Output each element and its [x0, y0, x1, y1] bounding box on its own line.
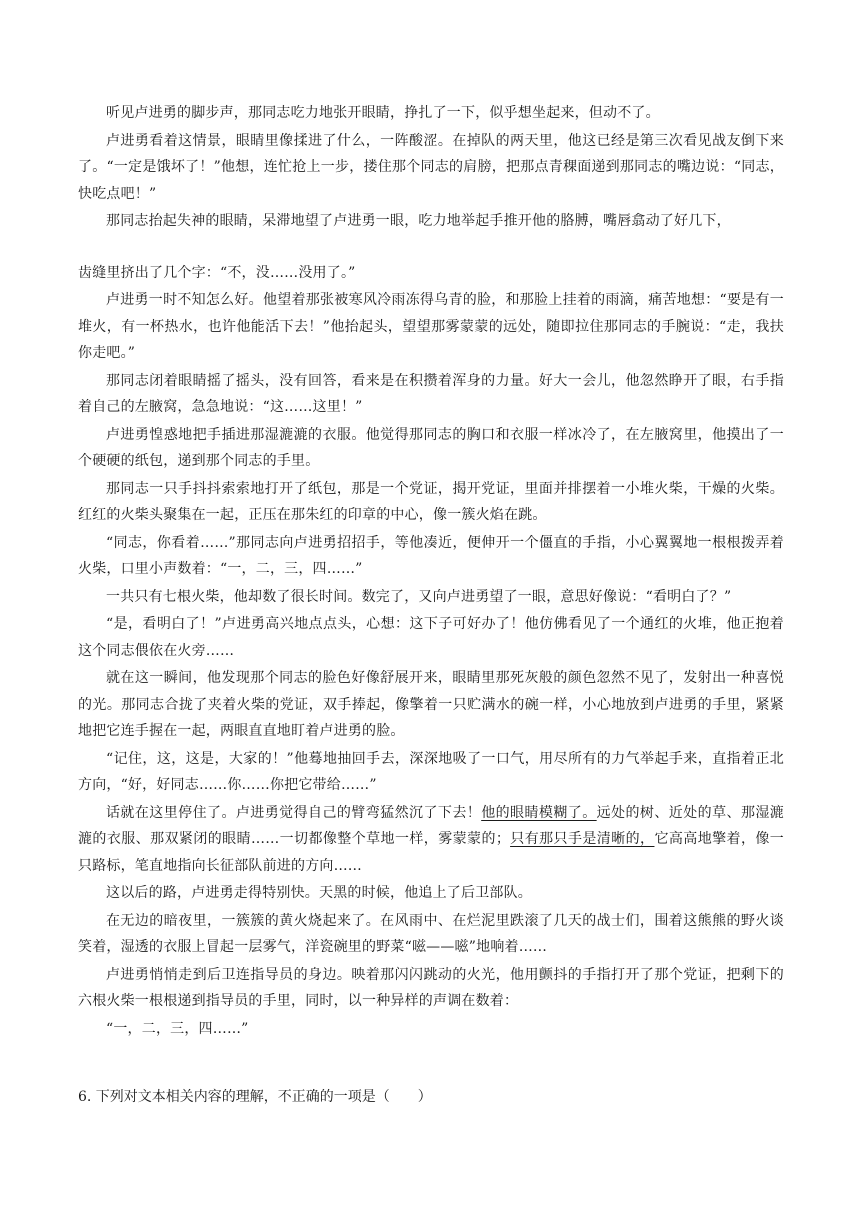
paragraph: 在无边的暗夜里，一簇簇的黄火烧起来了。在风雨中、在烂泥里跌滚了几天的战士们，围着这熊熊的野火谈笑着，湿透的衣服上冒起一层雾气，洋瓷碗里的野菜“嗞——嗞”地响着……: [78, 912, 784, 955]
paragraph: 听见卢进勇的脚步声，那同志吃力地张开眼睛，挣扎了一下，似乎想坐起来，但动不了。: [106, 105, 660, 121]
paragraph-continuation: 齿缝里挤出了几个字：“不，没……没用了。”: [78, 264, 356, 281]
paragraph: 就在这一瞬间，他发现那个同志的脸色好像舒展开来，眼睛里那死灰般的颜色忽然不见了，发射出一种喜悦的光。那同志合拢了夹着火柴的党证，双手捧起，像擎着一只贮满水的碗一样，小心地放到卢进勇的手里，紧紧地把它连手握在一起，两眼直直地盯着卢进勇的脸。: [78, 670, 784, 739]
paragraph: 卢进勇看着这情景，眼睛里像揉进了什么，一阵酸涩。在掉队的两天里，他这已经是第三次看见战友倒下来了。“一定是饿坏了！”他想，连忙抢上一步，搂住那个同志的肩膀，把那点青稞面递到那同志的嘴边说：“同志，快吃点吧！”: [78, 132, 784, 202]
text-segment: 远处的树、近处的草、那湿漉漉的衣服、那双紧闭的眼睛……一切都像整个草地一样，雾蒙蒙的；: [78, 804, 784, 847]
underlined-sentence: 他的眼睛模糊了。: [481, 804, 597, 821]
text-segment: 它高高地擎着，像一只路标，笔直地指向长征部队前进的方向……: [78, 831, 785, 874]
paragraph: 那同志闭着眼睛摇了摇头，没有回答，看来是在积攒着浑身的力量。好大一会儿，他忽然睁开了眼，右手指着自己的左腋窝，急急地说：“这……这里！”: [78, 372, 784, 415]
question-stem: 6. 下列对文本相关内容的理解，不正确的一项是（ ）: [78, 1089, 432, 1105]
paragraph: 这以后的路，卢进勇走得特别快。天黑的时候，他追上了后卫部队。: [106, 885, 532, 901]
paragraph: 那同志抬起失神的眼睛，呆滞地望了卢进勇一眼，吃力地举起手推开他的胳膊，嘴唇翕动了好几下，: [106, 213, 731, 229]
paragraph: “一，二，三，四……”: [106, 1020, 249, 1037]
paragraph: 卢进勇悄悄走到后卫连指导员的身边。映着那闪闪跳动的火光，他用颤抖的手指打开了那个党证，把剩下的六根火柴一根根递到指导员的手里，同时，以一种异样的声调在数着：: [78, 966, 784, 1009]
paragraph-with-underlines: [78, 800, 784, 880]
paragraph: “同志，你看着……”那同志向卢进勇招招手，等他凑近，便伸开一个僵直的手指，小心翼翼地一根根拨弄着火柴，口里小声数着：“一，二，三，四……”: [78, 534, 784, 577]
underlined-sentence: 只有那只手是清晰的，: [510, 831, 655, 847]
passage-body: [78, 100, 784, 1043]
paragraph: “是，看明白了！”卢进勇高兴地点点头，心想：这下子可好办了！他仿佛看见了一个通红的火堆，他正抱着这个同志偎依在火旁……: [78, 616, 784, 659]
paragraph: “记住，这，这是，大家的！”他蓦地抽回手去，深深地吸了一口气，用尽所有的力气举起手来，直指着正北方向，“好，好同志……你……你把它带给……”: [78, 750, 784, 793]
paragraph: 一共只有七根火柴，他却数了很长时间。数完了，又向卢进勇望了一眼，意思好像说：“看明白了？”: [106, 588, 732, 605]
text-segment: 话就在这里停住了。卢进勇觉得自己的臂弯猛然沉了下去！: [106, 804, 482, 821]
paragraph: 卢进勇一时不知怎么好。他望着那张被寒风冷雨冻得乌青的脸，和那脸上挂着的雨滴，痛苦地想：“要是有一堆火，有一杯热水，也许他能活下去！”他抬起头，望望那雾蒙蒙的远处，随即拉住那同志的手腕说：“走，我扶你走吧。”: [78, 292, 784, 361]
paragraph: 那同志一只手抖抖索索地打开了纸包，那是一个党证，揭开党证，里面并排摆着一小堆火柴，干燥的火柴。红红的火柴头聚集在一起，正压在那朱红的印章的中心，像一簇火焰在跳。: [78, 480, 784, 523]
paragraph: 卢进勇惶惑地把手插进那湿漉漉的衣服。他觉得那同志的胸口和衣服一样冰冷了，在左腋窝里，他摸出了一个硬硬的纸包，递到那个同志的手里。: [78, 426, 784, 469]
